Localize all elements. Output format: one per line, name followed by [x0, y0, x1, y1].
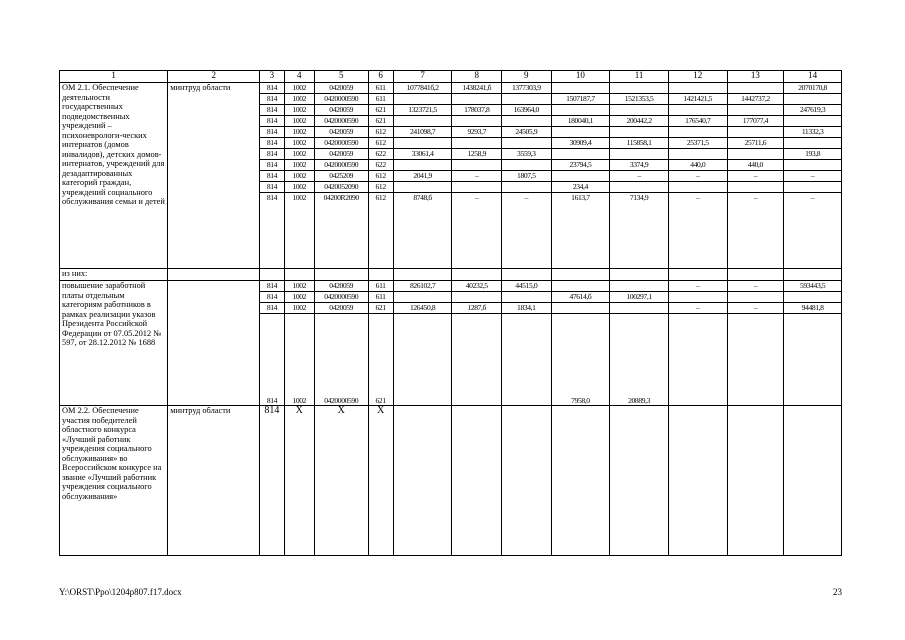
table-cell [610, 83, 669, 94]
table-cell: 1002 [284, 182, 314, 193]
code-cell: X [284, 406, 314, 556]
table-cell: 1002 [284, 193, 314, 269]
table-cell: – [727, 171, 784, 182]
table-cell: 1507187,7 [551, 94, 610, 105]
code-cell: X [314, 406, 368, 556]
table-cell: 163964,0 [502, 105, 552, 116]
table-cell: 0420000590 [314, 314, 368, 406]
table-cell [368, 269, 393, 281]
table-cell: 20889,3 [610, 314, 669, 406]
table-cell [727, 83, 784, 94]
table-cell [502, 292, 552, 303]
table-cell: 814 [260, 171, 284, 182]
table-cell [502, 269, 552, 281]
table-cell: 1442737,2 [727, 94, 784, 105]
table-cell [452, 94, 502, 105]
table-cell: 1002 [284, 83, 314, 94]
footer-file-path: Y:\ORST\Ppo\1204p807.f17.docx [59, 587, 182, 597]
executor-cell [168, 281, 260, 406]
table-cell: 814 [260, 105, 284, 116]
table-cell [610, 127, 669, 138]
table-cell: 44515,0 [502, 281, 552, 292]
table-cell: – [452, 193, 502, 269]
table-row [60, 406, 842, 556]
table-cell [502, 182, 552, 193]
table-cell: 612 [368, 127, 393, 138]
executor-cell: минтруд области [168, 406, 260, 556]
table-cell: 814 [260, 83, 284, 94]
table-cell [393, 292, 452, 303]
table-cell: 1438241,б [452, 83, 502, 94]
table-cell [168, 269, 260, 281]
table-cell [393, 182, 452, 193]
table-cell: – [502, 193, 552, 269]
table-cell: 40232,5 [452, 281, 502, 292]
table-cell [551, 83, 610, 94]
table-body [60, 71, 842, 556]
table-cell [668, 269, 727, 281]
table-cell: 176540,7 [668, 116, 727, 127]
table-cell [393, 138, 452, 149]
table-cell: 814 [260, 281, 284, 292]
table-cell: 33061,4 [393, 149, 452, 160]
measure-name: ОМ 2.1. Обеспечение деятельности государственных подведомственных учреждений – психоневрологи-ческих интернатов (домов инвалидов), детских домов-интернатов, учреждений для дезадаптированных категорий граждан, учреждений социального обслуживания семьи и детей [60, 83, 168, 269]
table-cell [727, 269, 784, 281]
table-cell: – [784, 171, 842, 182]
table-cell: 0425209 [314, 171, 368, 182]
header-cell: 6 [368, 71, 393, 83]
code-cell: X [368, 406, 393, 556]
table-cell: 25371,5 [668, 138, 727, 149]
table-cell: 177077,4 [727, 116, 784, 127]
header-cell: 13 [727, 71, 784, 83]
table-cell: 0420059 [314, 281, 368, 292]
table-cell: 1377303,9 [502, 83, 552, 94]
table-cell: 1287,б [452, 303, 502, 314]
table-cell [314, 269, 368, 281]
table-cell: 593443,5 [784, 281, 842, 292]
table-cell [668, 292, 727, 303]
table-cell: 814 [260, 127, 284, 138]
table-cell [784, 94, 842, 105]
table-cell [727, 105, 784, 116]
table-cell: 440,0 [727, 160, 784, 171]
table-cell: 241098,7 [393, 127, 452, 138]
table-cell: 814 [260, 314, 284, 406]
table-cell [784, 292, 842, 303]
table-cell: 1421421,5 [668, 94, 727, 105]
table-cell [668, 83, 727, 94]
table-cell: 1323721,5 [393, 105, 452, 116]
table-cell: – [668, 193, 727, 269]
table-cell [452, 314, 502, 406]
table-cell [551, 105, 610, 116]
table-cell: 1002 [284, 138, 314, 149]
table-cell [610, 182, 669, 193]
table-cell [784, 314, 842, 406]
table-cell [610, 105, 669, 116]
table-cell: 7134,9 [610, 193, 669, 269]
header-cell: 10 [551, 71, 610, 83]
table-cell [610, 406, 669, 556]
header-cell: 8 [452, 71, 502, 83]
table-cell: – [727, 303, 784, 314]
subheading-cell: из них: [60, 269, 168, 281]
table-cell: 3374,9 [610, 160, 669, 171]
table-cell: 1002 [284, 171, 314, 182]
table-cell: 814 [260, 182, 284, 193]
table-cell [784, 182, 842, 193]
table-cell: 440,0 [668, 160, 727, 171]
table-row [60, 281, 842, 292]
table-cell [393, 116, 452, 127]
table-cell: 1613,7 [551, 193, 610, 269]
table-cell: 247619,3 [784, 105, 842, 116]
table-cell: – [668, 281, 727, 292]
table-cell: 814 [260, 193, 284, 269]
table-cell: 47614,б [551, 292, 610, 303]
table-cell [502, 314, 552, 406]
table-cell [393, 314, 452, 406]
table-cell: 611 [368, 94, 393, 105]
table-cell: 2070170,8 [784, 83, 842, 94]
table-cell [502, 116, 552, 127]
table-cell: 0420059 [314, 83, 368, 94]
table-row [60, 269, 842, 281]
table-cell [551, 303, 610, 314]
table-cell [284, 269, 314, 281]
table-cell: 621 [368, 116, 393, 127]
table-cell: 1002 [284, 160, 314, 171]
table-cell [452, 269, 502, 281]
table-cell: 814 [260, 160, 284, 171]
table-cell [393, 94, 452, 105]
table-row [60, 83, 842, 94]
page-number: 23 [833, 587, 842, 597]
table-cell: 1002 [284, 94, 314, 105]
table-cell: 25711,6 [727, 138, 784, 149]
table-cell [452, 160, 502, 171]
measure-name: повышение заработной платы отдельным категориям работников в рамках реализации указов Президента Российской Федерации от 07.05.2012 № 597, от 28.12.2012 № 1688 [60, 281, 168, 406]
table-cell: – [452, 171, 502, 182]
header-cell: 1 [60, 71, 168, 83]
table-cell: 126450,8 [393, 303, 452, 314]
table-cell: 180040,1 [551, 116, 610, 127]
table-cell: 611 [368, 83, 393, 94]
table-cell [551, 127, 610, 138]
table-cell [551, 171, 610, 182]
table-cell: 1521353,5 [610, 94, 669, 105]
table-cell: 115858,1 [610, 138, 669, 149]
table-cell [727, 182, 784, 193]
header-row [60, 71, 842, 83]
header-cell: 4 [284, 71, 314, 83]
table-cell [727, 149, 784, 160]
table-cell: 1077841б,2 [393, 83, 452, 94]
table-cell: 2041,9 [393, 171, 452, 182]
table-cell: 611 [368, 292, 393, 303]
table-cell: 0420059 [314, 303, 368, 314]
table-cell: 04200R2090 [314, 193, 368, 269]
table-cell: 200442,2 [610, 116, 669, 127]
table-cell: 814 [260, 94, 284, 105]
table-cell: 622 [368, 149, 393, 160]
table-cell: – [727, 281, 784, 292]
table-cell: 178037,8 [452, 105, 502, 116]
table-cell: 24505,9 [502, 127, 552, 138]
table-cell [727, 314, 784, 406]
table-cell: 814 [260, 138, 284, 149]
table-cell [452, 406, 502, 556]
table-cell: 0420000590 [314, 94, 368, 105]
table-cell: – [668, 303, 727, 314]
table-cell [610, 281, 669, 292]
table-cell: 1002 [284, 116, 314, 127]
table-cell [727, 406, 784, 556]
table-cell: 1002 [284, 314, 314, 406]
header-cell: 9 [502, 71, 552, 83]
table-cell: – [610, 171, 669, 182]
table-cell [452, 182, 502, 193]
table-cell [551, 149, 610, 160]
table-cell: 0420059 [314, 127, 368, 138]
table-cell: 814 [260, 149, 284, 160]
table-cell [784, 269, 842, 281]
table-cell [610, 149, 669, 160]
header-cell: 2 [168, 71, 260, 83]
table-cell [551, 406, 610, 556]
table-cell: 612 [368, 193, 393, 269]
table-cell: 11332,3 [784, 127, 842, 138]
table-cell: 100297,1 [610, 292, 669, 303]
table-cell: – [727, 193, 784, 269]
table-cell: 7958,0 [551, 314, 610, 406]
table-cell: 1002 [284, 292, 314, 303]
table-cell: 1002 [284, 281, 314, 292]
table-cell: 0420052090 [314, 182, 368, 193]
table-cell: 621 [368, 105, 393, 116]
code-cell: 814 [260, 406, 284, 556]
table-cell: 612 [368, 171, 393, 182]
table-cell: 23794,5 [551, 160, 610, 171]
table-cell [727, 127, 784, 138]
table-cell: 0420059 [314, 105, 368, 116]
table-cell [668, 182, 727, 193]
budget-table [59, 70, 842, 556]
table-cell [668, 314, 727, 406]
table-cell: 1834,1 [502, 303, 552, 314]
header-cell: 11 [610, 71, 669, 83]
table-cell: 9293,7 [452, 127, 502, 138]
table-cell [784, 116, 842, 127]
table-cell: 826102,7 [393, 281, 452, 292]
table-cell: 1002 [284, 303, 314, 314]
table-cell [784, 160, 842, 171]
table-cell [784, 406, 842, 556]
table-cell [393, 160, 452, 171]
table-cell [502, 138, 552, 149]
table-cell: 611 [368, 281, 393, 292]
table-cell: 621 [368, 314, 393, 406]
table-cell [260, 269, 284, 281]
table-cell: – [668, 171, 727, 182]
table-cell: 234,4 [551, 182, 610, 193]
table-cell: 0420000590 [314, 116, 368, 127]
table-cell: 0420000590 [314, 138, 368, 149]
table-cell [452, 292, 502, 303]
table-cell: 94481,8 [784, 303, 842, 314]
table-cell [551, 269, 610, 281]
table-cell [502, 160, 552, 171]
header-cell: 3 [260, 71, 284, 83]
table-cell [393, 269, 452, 281]
table-cell [668, 127, 727, 138]
table-cell: 1258,9 [452, 149, 502, 160]
measure-name: ОМ 2.2. Обеспечение участия победителей областного конкурса «Лучший работник учреждения социального обслуживания» во Всероссийском конкурсе на звание «Лучший работник учреждения социального обслуживания» [60, 406, 168, 556]
table-cell: 621 [368, 303, 393, 314]
table-cell: 30909,4 [551, 138, 610, 149]
table-cell: 1002 [284, 127, 314, 138]
header-cell: 12 [668, 71, 727, 83]
table-cell: 0420000590 [314, 292, 368, 303]
table-cell: – [784, 193, 842, 269]
header-cell: 5 [314, 71, 368, 83]
table-cell: 1002 [284, 105, 314, 116]
table-cell: 193,8 [784, 149, 842, 160]
table-cell: 1807,5 [502, 171, 552, 182]
table-cell: 612 [368, 138, 393, 149]
table-cell [393, 406, 452, 556]
table-cell [727, 292, 784, 303]
table-cell: 612 [368, 182, 393, 193]
table-cell [551, 281, 610, 292]
table-cell [502, 94, 552, 105]
table-cell [668, 105, 727, 116]
table-cell: 8748,б [393, 193, 452, 269]
table-cell: 1002 [284, 149, 314, 160]
table-cell [784, 138, 842, 149]
table-cell [610, 303, 669, 314]
table-cell: 814 [260, 116, 284, 127]
table-cell [668, 406, 727, 556]
table-cell: 0420059 [314, 149, 368, 160]
table-cell [610, 269, 669, 281]
table-cell: 814 [260, 303, 284, 314]
table-cell [452, 138, 502, 149]
executor-cell: минтруд области [168, 83, 260, 269]
header-cell: 7 [393, 71, 452, 83]
table-cell: 3559,3 [502, 149, 552, 160]
table-cell [668, 149, 727, 160]
table-cell: 0420000590 [314, 160, 368, 171]
table-cell [502, 406, 552, 556]
table-cell [452, 116, 502, 127]
table-cell: 622 [368, 160, 393, 171]
header-cell: 14 [784, 71, 842, 83]
table-cell: 814 [260, 292, 284, 303]
